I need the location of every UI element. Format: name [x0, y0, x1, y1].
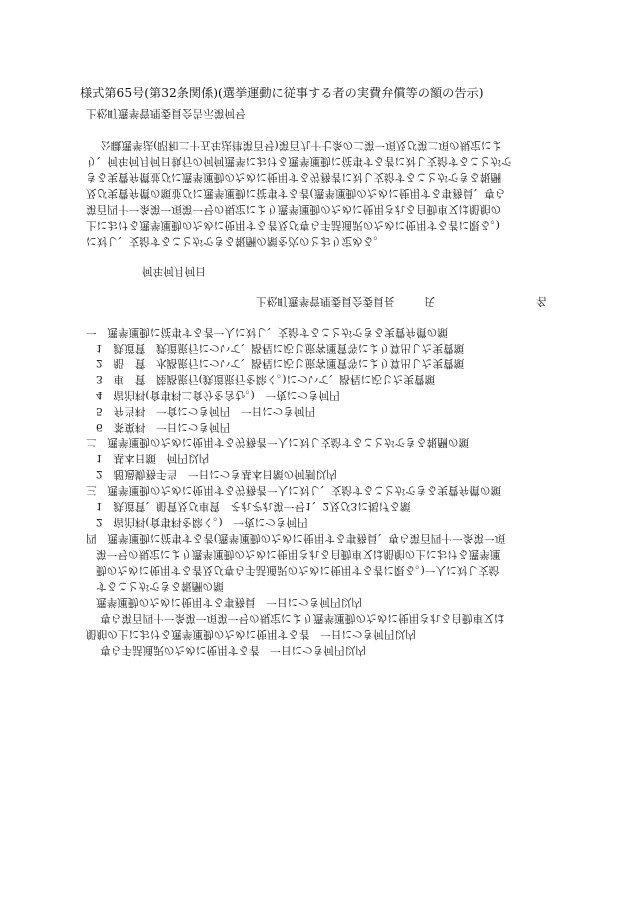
body-line: 専ら手話通訳のために使用する者 一日につき何円以内	[100, 644, 366, 656]
list-item: 5 弁当料 一食につき何円 一日につき何円	[96, 405, 316, 417]
section-heading: 一 選挙運動に従事する者一人に対し、支給することができる実費弁償の額	[86, 326, 448, 338]
section-heading: 二 選挙運動のために使用する労務者一人に対し支給することができる報酬の額	[86, 436, 470, 448]
preamble-line: 公職選挙法(昭和二十五年法律第百号)第百九十七条の二第一項及び第二項の規定によ	[100, 139, 503, 151]
list-item: 2 超過勤務手当 一日につき基本日額の何割以内	[96, 468, 337, 480]
list-item: 4 宿泊料(食事料二食分を含む。) 一夜につき何円	[96, 389, 340, 401]
section-heading: 四 選挙運動に従事する者(選挙運動のために使用する事務員、専ら第百四十一条第一項	[86, 532, 506, 544]
body-line: することができる報酬の額	[96, 580, 224, 592]
list-item: 6 茶菓料 一日につき何円	[96, 421, 231, 433]
preamble-line: り、何年何月何日執行の何何選挙における選挙運動に従事する者に対し支給することがで	[86, 155, 512, 167]
signature-name-suffix: 名	[536, 295, 547, 307]
section-heading: 三 選挙運動のために使用する労務者一人に対し、支給することができる実費弁償の額	[86, 484, 502, 496]
signature-title: 上松町選挙管理委員会委員長	[256, 295, 395, 307]
preamble-line: 及び実費弁償の額並びに選挙運動に従事する者(選挙運動のために使用する事務員、専ら	[86, 187, 506, 199]
list-item: 2 宿泊料(食事料を除く。) 一夜につき何円	[96, 516, 308, 528]
preamble-line: 上における選挙運動のために使用する者及び専ら手話通訳のために使用する者に限る。)	[86, 219, 500, 231]
signature-name-placeholder: 氏	[424, 295, 435, 307]
preamble-line: に対し、支給することができる報酬の額を次のとおり定める。	[86, 235, 385, 247]
body-line: 第一号の規定により選挙運動のために使用される自動車又は船舶の上における選挙運	[96, 548, 501, 560]
issuer-line: 上松町選挙管理委員会告示第何号	[86, 107, 246, 119]
preamble-line: きる実費弁償並びに選挙運動のために使用する労務者に対し支給することができる報酬	[86, 171, 502, 183]
body-line: 選挙運動のために使用する事務員 一日につき何円以内	[96, 596, 362, 608]
date-line: 何年何月何日	[142, 265, 206, 277]
list-item: 1 鉄道賃 鉄道旅行について、路程に応じ旅客運賃等により算出した実費額	[96, 342, 465, 354]
body-line: 動のために使用する者及び専ら手話通訳のために使用する者に限る。)一人に対し支給	[96, 564, 500, 576]
list-item: 3 車 賃 陸路旅行(鉄道旅行を除く。)について、路程に応じた実費額	[96, 373, 436, 385]
list-item: 1 基本日額 何円以内	[96, 452, 210, 464]
body-line: 専ら第百四十一条第一項第一号の規定により選挙運動のために使用される自動車又は	[100, 612, 505, 624]
preamble-line: 第百四十一条第一項第一号の規定により選挙運動のために使用される自動車又は船舶の	[86, 203, 502, 215]
body-line: 船舶の上における選挙運動のために使用する者 一日につき何円以内	[86, 628, 416, 640]
form-heading: 様式第65号(第32条関係)(選挙運動に従事する者の実費弁償等の額の告示)	[80, 86, 484, 100]
list-item: 2 船 賃 水路旅行について、路程に応じ旅客運賃等により算出した実費額	[96, 357, 465, 369]
list-item: 1 鉄道賃、船賃及び車賃 それぞれ第一号1、2及び3に掲げる額	[96, 500, 411, 512]
